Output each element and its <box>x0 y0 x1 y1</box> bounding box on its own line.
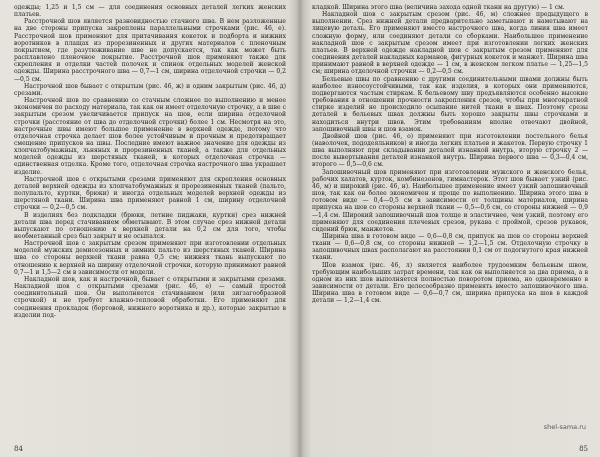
paragraph: кладкой. Ширина этого шва (величина захода одной ткани на другую) — 1 см. <box>312 4 565 11</box>
paragraph: Настрочной шов с открытыми срезами применяют для скрепления основных деталей верхней одежды из хлопчатобумажных и прорезиненных тканей (пальто, полупальто, куртки, брюки) и иногда отдельных моделей верхней одежды из шерстяной ткани. Ширина шва применяют равной 1 см, ширину отделочной строчки — 0,2—0,5 см. <box>14 175 286 212</box>
paragraph: Запошивочный шов применяют при изготовлении мужского и женского белья, рабочих халатов, курток, комбинезонов, гимнастерок. Этот шов бывает узкий (рис. 46, м) и широкий (рис. 46, н). Наибольшее применение имеет узкий запошивочный шов, так как он более экономичен и проще по выполнению. Ширина этого шва в готовом виде — 0,4—0,5 см в зависимости от толщины материалов, ширина припуска на шов со стороны верхней ткани — 0,5—0,6 см, со стороны нижней — 0,9—1,4 см. Широкий запошивочный шов толще и эластичнее, чем узкий, поэтому его применяют для соединения плечевых срезов, рукава с проймой, срезов рукавов, сидений брюк, манжетов. <box>312 168 588 233</box>
paragraph: Настрочной шов по сравнению со стачным сложнее по выполнению и менее экономичен по расходу материала, так как он имеет отделочную строчку, а в шве с закрытым срезом увеличивается припуск на шов, если ширина отделочной строчки (расстояние от шва до отделочной строчки) более 1 см. Несмотря на это, настрочные швы имеют большое применение в верхней одежде, потому что отделочная строчка делает шов более устойчивым и прочным и предотвращает смещение припусков на швы. Последние имеют важное значение для одежды из хлопчатобумажных, льняных и прорезиненных тканей, а также для отдельных моделей одежды из шерстяных тканей, в которых отделочная строчка — единственная отделка. Кроме того, отделочная строчка настрочного шва украшает изделие. <box>14 97 286 176</box>
paragraph: Двойной шов (рис. 46, о) применяют при изготовлении постельного белья (наволочек, пододеяльников) и иногда легких платьев и жакетов. Первую строчку 1 шва выполняют при складывании деталей изнанкой внутрь, вторую строчку 2 — после вывертывания деталей изнанкой внутрь. Ширина первого шва — 0,3—0,4 см, второго — 0,5—0,6 см. <box>312 132 588 169</box>
page-number-left: 84 <box>14 445 23 453</box>
book-gutter <box>296 0 304 457</box>
paragraph: Шов взамок (рис. 46, л) является наиболее трудоемким бельевым швом, требующим наибольших затрат времени, так как он выполняется за два приема, а в одном из них шов выполняется полностью поворотом приема, но одновременно в зависимости от детали. Его целесообразно применять вместо запошивочного шва. Ширина шва в готовом виде — 0,6—0,7 см, ширина припуска на шов в каждой детали — 1,2—1,4 см. <box>312 261 588 305</box>
left-page <box>14 4 286 444</box>
paragraph: Ширина шва в готовом виде — 0,6—0,8 см, припуск на шов со стороны верхней ткани — 0,6—0,8 см, со стороны нижней — 1,2—1,5 см. Отделочную строчку в запошивочных швах располагают на расстоянии 0,1 см от подогнутого края нижней ткани. <box>312 233 588 262</box>
paragraph: В изделиях без подкладки (брюки, летние пиджаки, куртки) срез нижней детали шва перед стачиванием обметывают. В этом случае срез нижней детали выпускают по отношению к верхней детали на 0,2 см для того, чтобы необметанный срез был закрыт и не осыпался. <box>14 211 286 240</box>
paragraph: Накладной шов, как и настрочной, бывает с открытыми и закрытыми срезами. Накладной шов с открытыми срезами (рис. 46, е) — самый простой соединительный шов. Он выполняется стачиванием (или зигзагообразной строчкой) и не требует влажно-тепловой обработки. Его применяют для соединения прокладок (бортовой, нижнего воротника и др.), которые закрытые в изделии под- <box>14 275 286 319</box>
paragraph: Настрочной шов бывает с открытым (рис. 46, ж) и одним закрытым (рис. 46, д) срезами. <box>14 82 286 97</box>
page-number-right: 85 <box>579 445 588 453</box>
right-page <box>312 4 588 444</box>
paragraph: Бельевые швы по сравнению с другими соединительными швами должны быть наиболее износоустойчивыми, так как изделия, в которых они применяются, подвергаются частым стиркам. К бельевому шву предъявляются особенно высокие требования в отношении прочности закрепления срезов, чтобы при многократной стирке изделий не происходило осыпание нитей ткани в швах. Поэтому срезы деталей в бельевых швах должны быть хорошо закрыты швы строчками и находиться внутри швов. Этим требованиям вполне отвечают двойной, запошивочный швы и шов взамок. <box>312 75 588 133</box>
paragraph: Расстрочной шов является разновидностью стачного шва. В нем разложенные на две стороны припуска закреплены параллельными строчками (рис. 46, е). Расстрочной шов применяют для притачивания кокеток и подборта и нижних воротников в плащах из прорезиненных и других материалов с пленочным покрытием, где разутюживание шве не допускается, так как может быть расплавлено пленочное покрытие. Расстрочной шов применяют также для скрепления и отделки частей полочек и спинок отдельных моделей женской одежды. Ширина расстрочного шва — 0,7—1 см, ширина отделочной строчки — 0,2—0,5 см. <box>14 18 286 83</box>
watermark: shel-sama.ru <box>543 423 586 431</box>
paragraph: Настрочной шов с закрытым срезом применяют при изготовлении отдельных моделей мужских демисезонных и зимних пальто из шерстяных тканей. Ширина шва со стороны верхней ткани равна 0,5 см; нижняя ткань выпускают по отношению к верхней на ширину отделочной строчки, которую принимают равной 0,7—1 и 1,5—2 см в зависимости от модели. <box>14 240 286 276</box>
paragraph: Накладной шов с закрытым срезом (рис. 46, м) сложнее предыдущего в выполнении. Срез нижней детали предварительно заметывают и наметывают на лицевую деталь. Его применяют вместо настрочного шва, когда линия шва имеет сложную форму, или соединяют детали со сборками. Наибольшее применение накладной шов с закрытым срезом имеет при изготовлении легких женских платьев. В верхней одежде накладной шов с закрытым срезом применяют для соединения деталей накладных карманов, фигурных кокеток и манжет. Ширина шва принимают равной в верхней одежде — 1 см, в женском легком платье — 1,25—1,5 см; ширина отделочной строчки — 0,2—0,5 см. <box>312 11 588 76</box>
paragraph: одежды; 1,25 и 1,5 см — для соединения основных деталей легких женских платьев. <box>14 4 286 19</box>
